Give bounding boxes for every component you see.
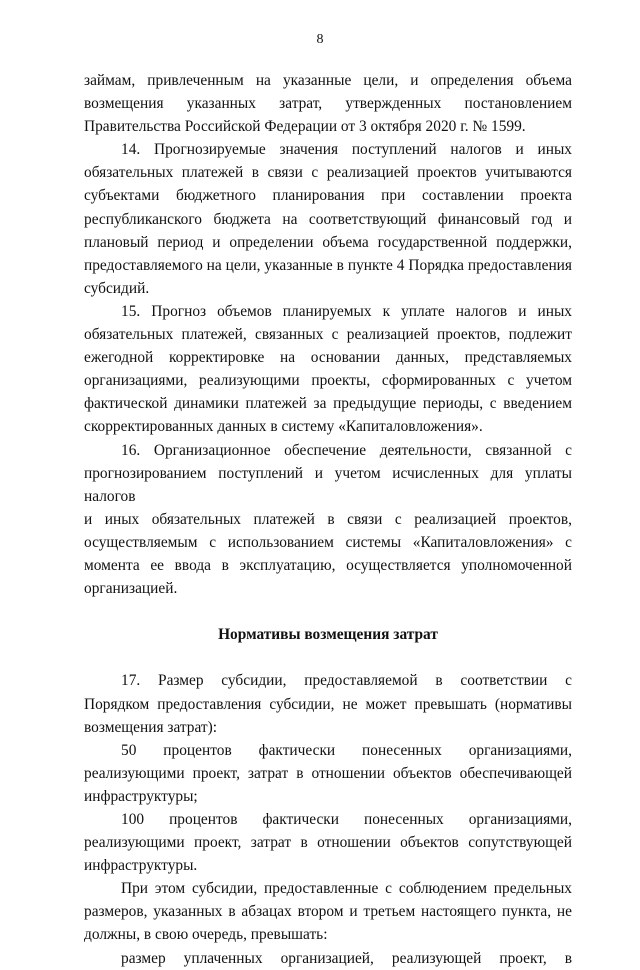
- text-line: момента ее ввода в эксплуатацию, осуществляется уполномоченной: [84, 556, 572, 574]
- text-line: организациями, реализующими проекты, сформированных с учетом: [84, 372, 572, 390]
- text-line: прогнозированием поступлений и учетом исчисленных для уплаты налогов: [84, 464, 572, 505]
- text-line: инфраструктуры.: [84, 857, 198, 875]
- text-line: займам, привлеченным на указанные цели, и определения объема: [84, 72, 572, 89]
- text-line: 16. Организационное обеспечение деятельности, связанной с: [121, 441, 572, 459]
- text-line: размеров, указанных в абзацах втором и третьем настоящего пункта, не: [84, 903, 572, 921]
- text-line: ежегодной корректировке на основании данных, представляемых: [84, 349, 572, 367]
- document-body: [84, 69, 572, 970]
- text-line: При этом субсидии, предоставленные с соблюдением предельных: [121, 880, 572, 898]
- text-line: фактической динамики платежей за предыдущие периоды, с введением: [84, 395, 572, 413]
- text-line: реализующими проект, затрат в отношении объектов обеспечивающей: [84, 764, 572, 782]
- text-line: Правительства Российской Федерации от 3 октября 2020 г. № 1599.: [84, 118, 526, 136]
- text-line: субсидий.: [84, 279, 150, 297]
- text-line: возмещения указанных затрат, утвержденных постановлением: [84, 95, 572, 113]
- text-line: предоставляемого на цели, указанные в пункте 4 Порядка предоставления: [84, 256, 572, 274]
- text-line: плановый период и определении объема государственной поддержки,: [84, 233, 572, 251]
- text-line: [84, 646, 572, 669]
- section-heading: Нормативы возмещения затрат: [218, 626, 438, 644]
- text-line: размер уплаченных организацией, реализующей проект, в: [121, 949, 572, 967]
- text-line: субъектами бюджетного планирования при составлении проекта: [84, 187, 572, 205]
- text-line: осуществляемым с использованием системы «Капиталовложения» с: [84, 533, 572, 551]
- text-line: организацией.: [84, 580, 178, 598]
- text-line: Порядком предоставления субсидии, не может превышать (нормативы: [84, 695, 572, 713]
- text-line: возмещения затрат):: [84, 718, 218, 736]
- text-line: [84, 600, 572, 623]
- text-line: республиканского бюджета на соответствующий финансовый год и: [84, 210, 572, 228]
- text-line: 15. Прогноз объемов планируемых к уплате налогов и иных: [121, 302, 572, 320]
- page-number: 8: [316, 32, 324, 47]
- text-line: обязательных платежей в связи с реализацией проектов учитываются: [84, 164, 572, 182]
- text-line: инфраструктуры;: [84, 787, 198, 805]
- text-line: скорректированных данных в систему «Капиталовложения».: [84, 418, 483, 436]
- text-line: должны, в свою очередь, превышать:: [84, 926, 328, 944]
- text-line: 17. Размер субсидии, предоставляемой в соответствии с: [121, 672, 572, 690]
- text-line: и иных обязательных платежей в связи с реализацией проектов,: [84, 510, 572, 528]
- text-line: 14. Прогнозируемые значения поступлений налогов и иных: [121, 141, 572, 159]
- text-line: 50 процентов фактически понесенных организациями,: [121, 741, 572, 759]
- text-line: обязательных платежей, связанных с реализацией проектов, подлежит: [84, 326, 572, 344]
- text-line: 100 процентов фактически понесенных организациями,: [121, 811, 572, 828]
- text-line: реализующими проект, затрат в отношении объектов сопутствующей: [84, 834, 572, 852]
